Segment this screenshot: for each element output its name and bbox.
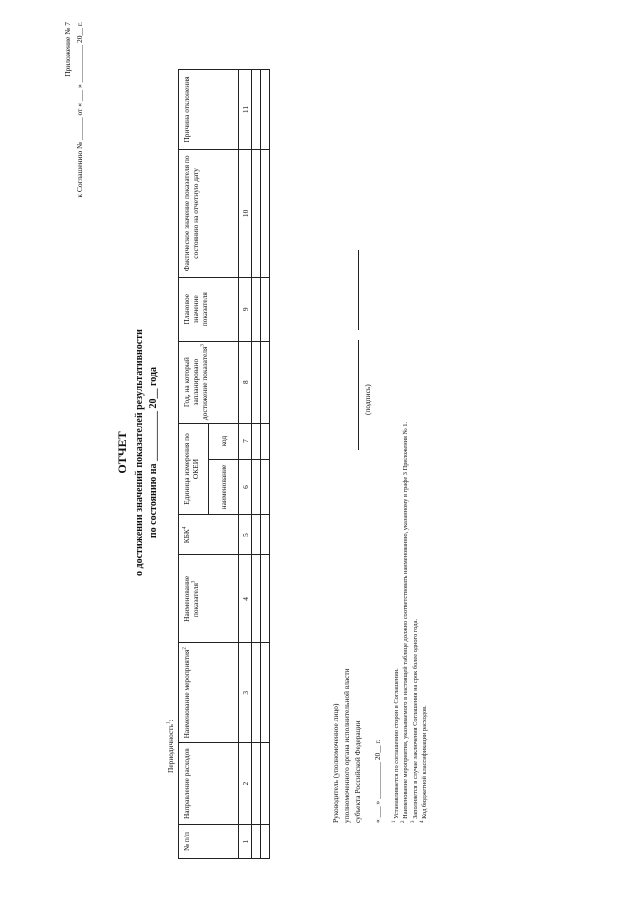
header-unit-name: наименование [209,459,239,515]
report-subtitle: о достижении значений показателей результативности [134,329,145,576]
column-number: 3 [239,643,252,743]
agreement-reference: к Соглашению № ______ от « ___ » __________ 20__ г. [75,22,84,198]
header-target-year: Год, на который запланировано достижение показателя$^3$ [179,341,239,423]
header-unit-okei: Единица измерения по ОКЕИ [179,423,209,515]
header-planned-value: Плановое значение показателя [179,277,239,341]
column-number: 11 [239,70,252,150]
column-number: 9 [239,277,252,341]
footnote-4: $^4$ Код бюджетной классификации расходов. [420,705,429,823]
column-number: 2 [239,743,252,825]
footnote-2: $^2$ Наименование мероприятия, указываемого в настоящей таблице должно соответствовать наименованию, указанному в графе 3 Приложения № 1. [401,421,410,823]
signatory-line-3: субъекта Российской Федерации [353,720,362,823]
column-number: 7 [239,423,252,459]
table-row [261,70,270,859]
table-row [252,70,261,859]
footnote-1: $^1$ Устанавливается по соглашению сторон в Соглашении. [391,668,400,823]
footnotes [392,123,430,823]
signature-line [358,340,359,450]
report-title: ОТЧЕТ [115,431,129,474]
header-kbk: КБК$^4$ [179,515,239,555]
name-line [358,250,359,330]
indicators-table [178,69,270,859]
signature-date: « ___ » __________ 20__ г. [373,739,382,823]
column-number: 1 [239,825,252,859]
header-number: № п/п [179,825,239,859]
column-numbers-row [239,70,252,859]
signature-caption: (подпись) [363,384,372,415]
header-deviation-reason: Причина отклонения [179,70,239,150]
header-actual-value: Фактическое значение показателя по состоянию на отчетную дату [179,149,239,277]
appendix-header [62,22,86,322]
signatory-line-1: Руководитель (уполномоченное лицо) [331,703,340,823]
column-number: 4 [239,555,252,643]
header-unit-code: код [209,423,239,459]
report-date-line: по состоянию на __________ 20__ года [148,366,159,539]
signature-block [330,603,363,823]
column-number: 8 [239,341,252,423]
periodicity-label: Периодичность$^1$: [166,719,175,773]
column-number: 5 [239,515,252,555]
appendix-label: Приложение № 7 [63,22,72,77]
signatory-line-2: уполномоченного органа исполнительной власти [342,668,351,823]
column-number: 10 [239,149,252,277]
header-activity-name: Наименование мероприятия$^2$ [179,643,239,743]
footnote-3: $^3$ Заполняется в случае заключения Соглашения на срок более одного года. [410,619,419,823]
header-indicator-name: Наименование показателя$^3$ [179,555,239,643]
column-number: 6 [239,459,252,515]
header-expense-direction: Направление расходов [179,743,239,825]
